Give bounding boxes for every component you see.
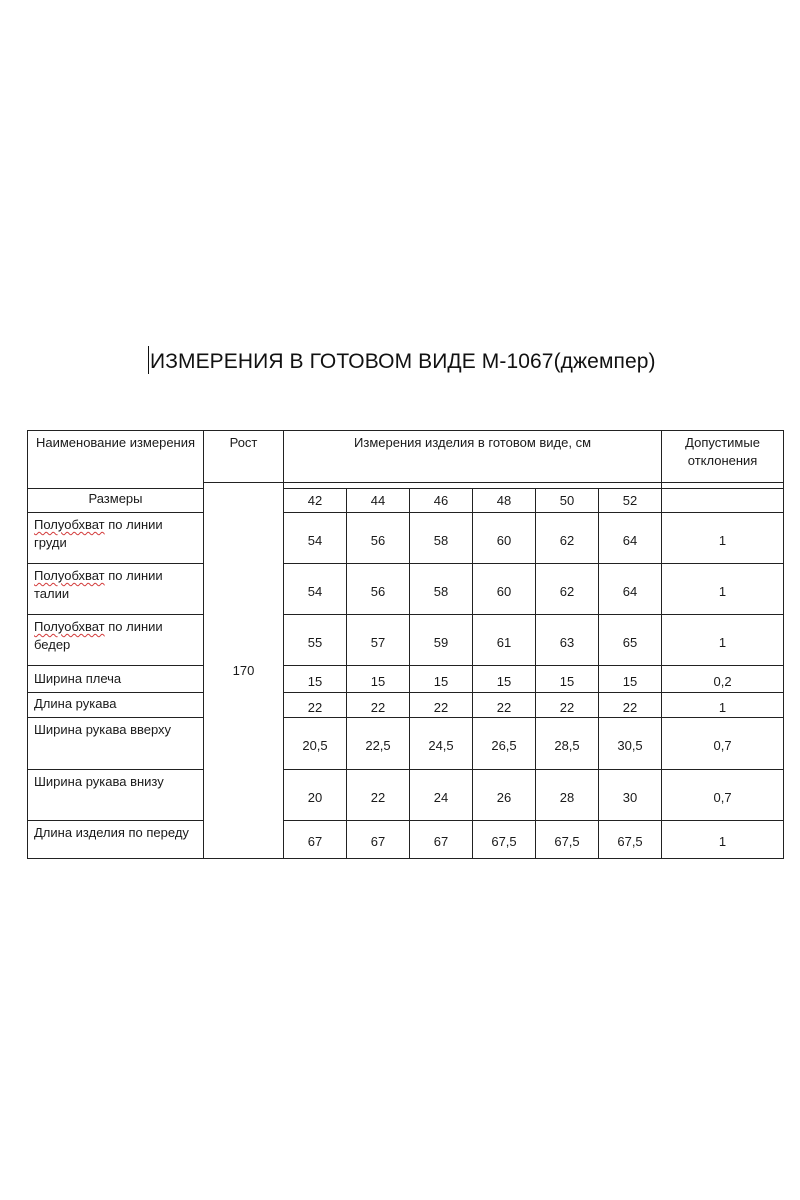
value-cell: 54 <box>284 564 347 615</box>
value-cell: 62 <box>536 513 599 564</box>
value-cell: 20 <box>284 770 347 821</box>
height-value-cell: 170 <box>204 483 284 859</box>
value-cell: 15 <box>536 666 599 693</box>
row-name-cell <box>28 615 204 666</box>
spellcheck-word: Полуобхват <box>34 517 105 532</box>
header-height-cell: Рост <box>204 431 284 483</box>
tolerance-cell: 0,7 <box>662 718 784 770</box>
value-cell: 67 <box>347 821 410 859</box>
value-cell: 60 <box>473 513 536 564</box>
value-cell: 67 <box>284 821 347 859</box>
value-cell: 30,5 <box>599 718 662 770</box>
value-cell: 65 <box>599 615 662 666</box>
value-cell: 55 <box>284 615 347 666</box>
value-cell: 24 <box>410 770 473 821</box>
row-name-cell: Длина изделия по переду <box>28 821 204 859</box>
table-row <box>28 513 784 564</box>
row-name-rest: по линии груди <box>34 517 163 550</box>
value-cell: 67,5 <box>473 821 536 859</box>
value-cell: 62 <box>536 564 599 615</box>
row-name-cell: Ширина рукава вверху <box>28 718 204 770</box>
table-row <box>28 564 784 615</box>
sizes-tolerance-cell <box>662 489 784 513</box>
value-cell: 58 <box>410 513 473 564</box>
row-name-rest: по линии бедер <box>34 619 163 652</box>
value-cell: 15 <box>599 666 662 693</box>
row-name-cell: Ширина рукава внизу <box>28 770 204 821</box>
tolerance-cell: 1 <box>662 693 784 718</box>
row-name-cell <box>28 513 204 564</box>
value-cell: 64 <box>599 513 662 564</box>
value-cell: 61 <box>473 615 536 666</box>
row-name-rest: по линии талии <box>34 568 163 601</box>
measurements-table <box>27 430 784 859</box>
value-cell: 22,5 <box>347 718 410 770</box>
size-cell: 42 <box>284 489 347 513</box>
value-cell: 26 <box>473 770 536 821</box>
table-row <box>28 770 784 821</box>
tolerance-cell: 1 <box>662 564 784 615</box>
value-cell: 22 <box>347 770 410 821</box>
size-cell: 48 <box>473 489 536 513</box>
tolerance-cell: 0,7 <box>662 770 784 821</box>
document-title-text: ИЗМЕРЕНИЯ В ГОТОВОМ ВИДЕ М-1067(джемпер) <box>150 350 656 373</box>
value-cell: 57 <box>347 615 410 666</box>
spellcheck-word: Полуобхват <box>34 619 105 634</box>
value-cell: 24,5 <box>410 718 473 770</box>
tolerance-cell: 1 <box>662 615 784 666</box>
size-cell: 44 <box>347 489 410 513</box>
tolerance-cell: 1 <box>662 513 784 564</box>
value-cell: 15 <box>347 666 410 693</box>
document-title <box>148 346 656 374</box>
row-name-cell <box>28 564 204 615</box>
value-cell: 64 <box>599 564 662 615</box>
value-cell: 58 <box>410 564 473 615</box>
value-cell: 28,5 <box>536 718 599 770</box>
value-cell: 59 <box>410 615 473 666</box>
value-cell: 22 <box>347 693 410 718</box>
sizes-label-cell: Размеры <box>28 489 204 513</box>
value-cell: 28 <box>536 770 599 821</box>
sizes-row <box>28 489 784 513</box>
tolerance-cell: 1 <box>662 821 784 859</box>
value-cell: 26,5 <box>473 718 536 770</box>
header-row <box>28 431 784 483</box>
value-cell: 30 <box>599 770 662 821</box>
table-row <box>28 615 784 666</box>
value-cell: 67,5 <box>536 821 599 859</box>
value-cell: 15 <box>473 666 536 693</box>
header-tolerance-cell: Допустимые отклонения <box>662 431 784 483</box>
value-cell: 22 <box>410 693 473 718</box>
size-cell: 50 <box>536 489 599 513</box>
spellcheck-word: Полуобхват <box>34 568 105 583</box>
value-cell: 67 <box>410 821 473 859</box>
value-cell: 15 <box>284 666 347 693</box>
value-cell: 67,5 <box>599 821 662 859</box>
value-cell: 15 <box>410 666 473 693</box>
value-cell: 56 <box>347 564 410 615</box>
row-name-cell: Ширина плеча <box>28 666 204 693</box>
header-measurements-cell: Измерения изделия в готовом виде, см <box>284 431 662 483</box>
value-cell: 54 <box>284 513 347 564</box>
size-cell: 46 <box>410 489 473 513</box>
value-cell: 22 <box>599 693 662 718</box>
value-cell: 22 <box>473 693 536 718</box>
value-cell: 20,5 <box>284 718 347 770</box>
value-cell: 60 <box>473 564 536 615</box>
table-row <box>28 693 784 718</box>
row-name-cell: Длина рукава <box>28 693 204 718</box>
value-cell: 63 <box>536 615 599 666</box>
table-row <box>28 666 784 693</box>
table-row <box>28 821 784 859</box>
text-cursor <box>148 346 149 374</box>
value-cell: 22 <box>536 693 599 718</box>
value-cell: 56 <box>347 513 410 564</box>
size-cell: 52 <box>599 489 662 513</box>
tolerance-cell: 0,2 <box>662 666 784 693</box>
table-row <box>28 718 784 770</box>
value-cell: 22 <box>284 693 347 718</box>
header-name-cell: Наименование измерения <box>28 431 204 489</box>
